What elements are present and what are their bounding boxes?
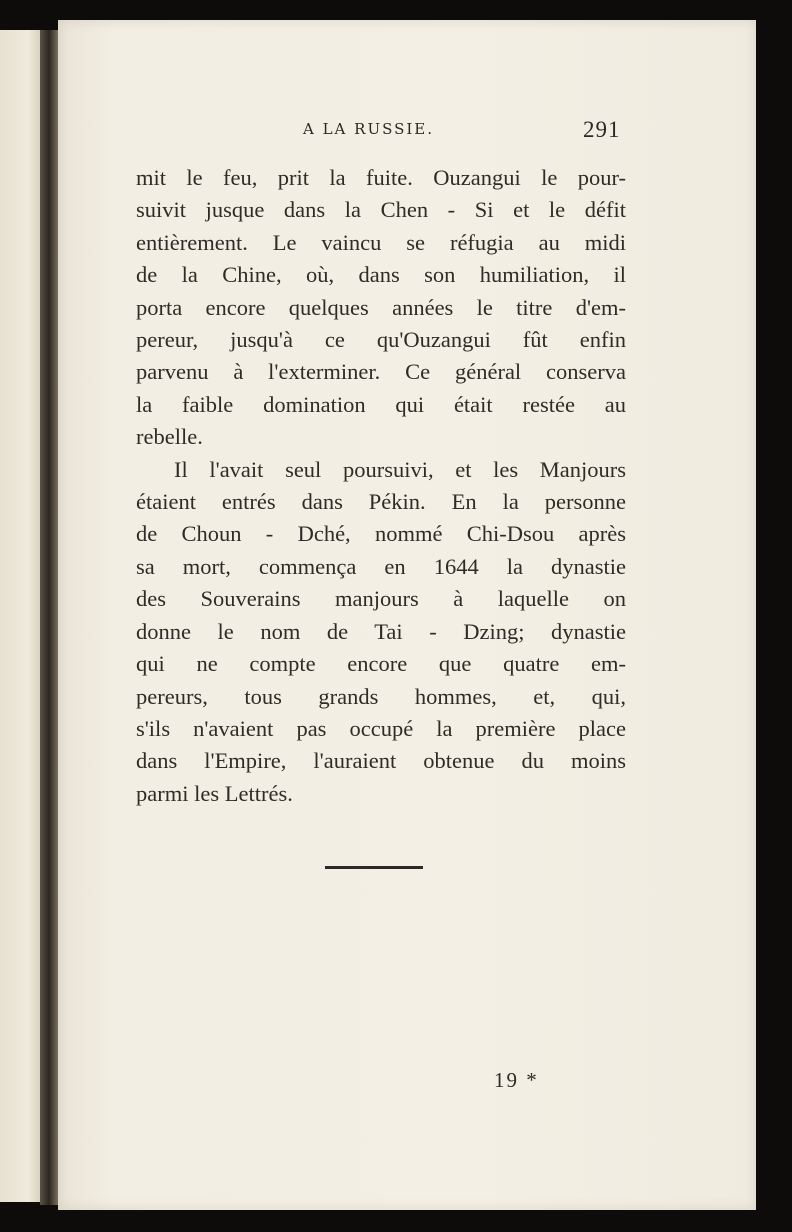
text-line: qui ne compte encore que quatre em-: [136, 651, 626, 677]
page-number: 291: [583, 117, 621, 142]
text-line: donne le nom de Tai - Dzing; dynastie: [136, 618, 626, 644]
running-head: [58, 115, 756, 155]
text-line: de la Chine, où, dans son humiliation, il: [136, 262, 626, 288]
text-line: porta encore quelques années le titre d'em-: [136, 294, 626, 320]
text-line: Il l'avait seul poursuivi, et les Manjours: [174, 456, 626, 482]
text-line: s'ils n'avaient pas occupé la première place: [136, 715, 626, 741]
signature-mark: 19 *: [494, 1068, 539, 1092]
text-line: étaient entrés dans Pékin. En la personne: [136, 489, 626, 515]
facing-page-edge: [0, 30, 41, 1202]
scan-background-edge: [756, 20, 792, 1210]
book-gutter: [40, 30, 60, 1205]
text-line: la faible domination qui était restée au: [136, 391, 626, 417]
text-line: entièrement. Le vaincu se réfugia au midi: [136, 229, 626, 255]
text-line: pereur, jusqu'à ce qu'Ouzangui fût enfin: [136, 327, 626, 353]
section-end-rule: [325, 866, 423, 869]
text-line: suivit jusque dans la Chen - Si et le défit: [136, 197, 626, 223]
running-head-title: A LA RUSSIE.: [303, 120, 435, 138]
body-text: [136, 162, 626, 810]
text-line: rebelle.: [136, 424, 203, 450]
book-page: [58, 20, 756, 1210]
text-line: de Choun - Dché, nommé Chi-Dsou après: [136, 521, 626, 547]
text-line: dans l'Empire, l'auraient obtenue du moins: [136, 748, 626, 774]
text-line: sa mort, commença en 1644 la dynastie: [136, 553, 626, 579]
paragraph-1: [136, 162, 626, 454]
paragraph-2: [136, 454, 626, 810]
text-line: parvenu à l'exterminer. Ce général conserva: [136, 359, 626, 385]
text-line: des Souverains manjours à laquelle on: [136, 586, 626, 612]
text-line: parmi les Lettrés.: [136, 780, 293, 806]
text-line: pereurs, tous grands hommes, et, qui,: [136, 683, 626, 709]
text-line: mit le feu, prit la fuite. Ouzangui le pour-: [136, 165, 626, 190]
